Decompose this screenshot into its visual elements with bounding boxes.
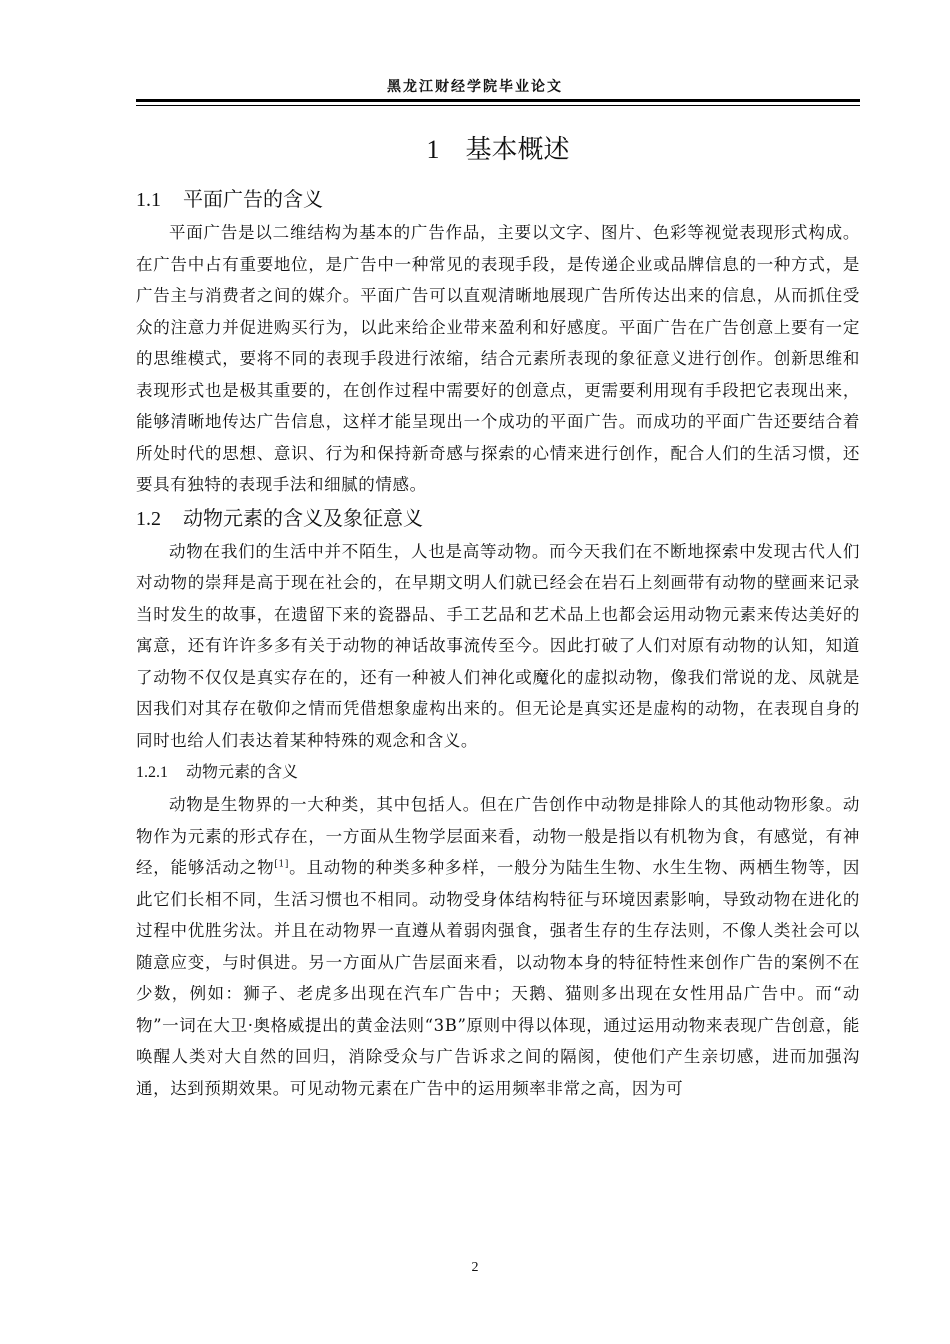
section-paragraph-1-1: 平面广告是以二维结构为基本的广告作品，主要以文字、图片、色彩等视觉表现形式构成。在广告中占有重要地位，是广告中一种常见的表现手段，是传递企业或品牌信息的一种方式，是广告主与消费者之间的媒介。平面广告可以直观清晰地展现广告所传达出来的信息，从而抓住受众的注意力并促进购买行为，以此来给企业带来盈利和好感度。平面广告在广告创意上要有一定的思维模式，要将不同的表现手段进行浓缩，结合元素所表现的象征意义进行创作。创新思维和表现形式也是极其重要的，在创作过程中需要好的创意点，更需要利用现有手段把它表现出来，能够清晰地传达广告信息，这样才能呈现出一个成功的平面广告。而成功的平面广告还要结合着所处时代的思想、意识、行为和保持新奇感与探索的心情来进行创作，配合人们的生活习惯，还要具有独特的表现手法和细腻的情感。 — [136, 223, 860, 494]
section-heading-1-2 — [136, 501, 860, 536]
section-title: 动物元素的含义及象征意义 — [183, 505, 423, 530]
paragraph-text: 。且动物的种类多种多样，一般分为陆生生物、水生生物、两栖生物等，因此它们长相不同，生活习惯也不相同。动物受身体结构特征与环境因素影响，导致动物在进化的过程中优胜劣汰。并且在动物界一直遵从着弱肉强食，强者生存的生存法则，不像人类社会可以随意应变，与时俱进。另一方面从广告层面来看，以动物本身的特征特性来创作广告的案例不在少数，例如：狮子、老虎多出现在汽车广告中；天鹅、猫则多出现在女性用品广告中。而“动物”一词在大卫·奥格威提出的黄金法则“3B”原则中得以体现，通过运用动物来表现广告创意，能唤醒人类对大自然的回归，消除受众与广告诉求之间的隔阂，使他们产生亲切感，进而加强沟通，达到预期效果。可见动物元素在广告中的运用频率非常之高，因为可 — [136, 858, 860, 1098]
page-body — [136, 130, 860, 1104]
chapter-title: 基本概述 — [465, 135, 570, 165]
page-number: 2 — [471, 1260, 479, 1275]
citation-ref: [1] — [274, 859, 289, 870]
section-title: 平面广告的含义 — [183, 187, 323, 211]
paragraph-text: 动物是生物界的一大种类，其中包括人。但在广告创作中动物是排除人的其他动物形象。动物作为元素的形式存在，一方面从生物学层面来看，动物一般是指以有机物为食，有感觉，有神经，能够活动之物 — [136, 795, 860, 877]
subsection-heading-1-2-1 — [136, 756, 860, 789]
section-paragraph-1-2: 动物在我们的生活中并不陌生，人也是高等动物。而今天我们在不断地探索中发现古代人们对动物的崇拜是高于现在社会的，在早期文明人们就已经会在岩石上刻画带有动物的壁画来记录当时发生的故事，在遗留下来的瓷器品、手工艺品和艺术品上也都会运用动物元素来传达美好的寓意，还有许许多多有关于动物的神话故事流传至今。因此打破了人们对原有动物的认知，知道了动物不仅仅是真实存在的，还有一种被人们神化或魔化的虚拟动物，像我们常说的龙、凤就是因我们对其存在敬仰之情而凭借想象虚构出来的。但无论是真实还是虚构的动物，在表现自身的同时也给人们表达着某种特殊的观念和含义。 — [136, 541, 860, 750]
header-rule-thin — [136, 105, 860, 106]
subsection-title: 动物元素的含义 — [186, 762, 299, 781]
subsection-paragraph-1-2-1 — [136, 789, 860, 1104]
section-number: 1.2 — [136, 507, 161, 530]
subsection-number: 1.2.1 — [136, 764, 168, 781]
section-number: 1.1 — [136, 189, 161, 211]
running-header: 黑龙江财经学院毕业论文 — [387, 79, 563, 95]
header-rule-thick — [136, 99, 860, 102]
chapter-heading — [136, 130, 860, 170]
section-heading-1-1 — [136, 182, 860, 217]
chapter-number: 1 — [426, 135, 440, 164]
